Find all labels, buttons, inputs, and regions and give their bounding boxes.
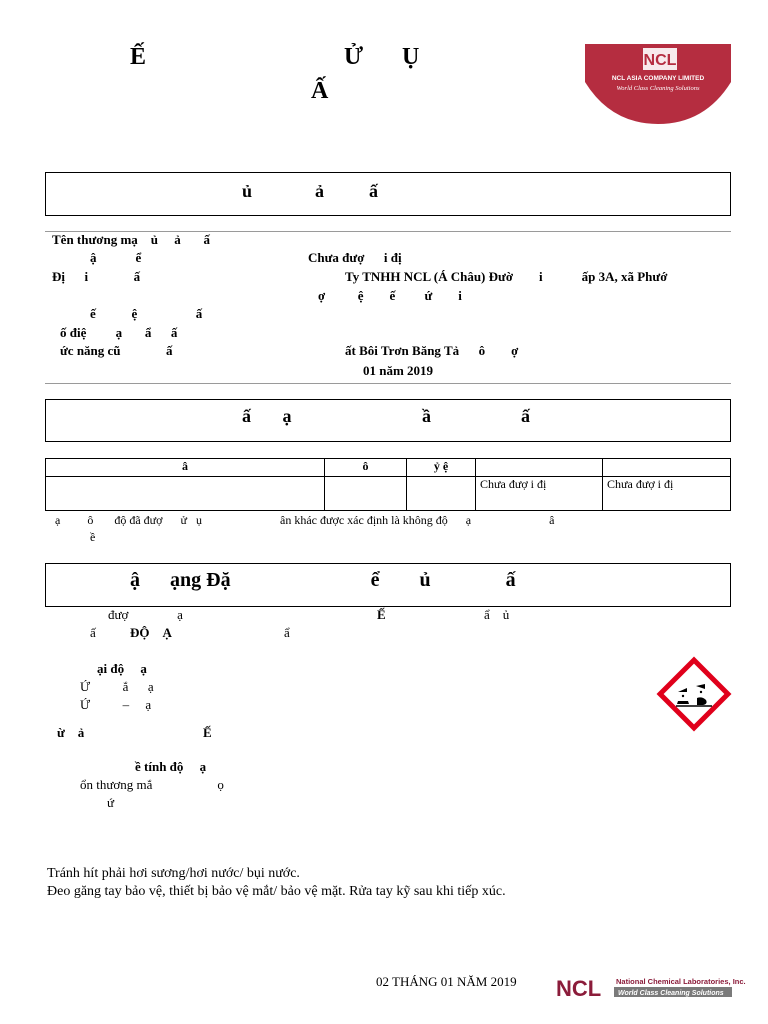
cell-ratio xyxy=(407,477,476,511)
doc-title-part-1: Ế xyxy=(130,44,147,70)
toxicity-item-1: ổn thương mắ ọ xyxy=(80,777,224,792)
precaution-line-1: Tránh hít phải hơi sương/hơi nước/ bụi nước. xyxy=(47,866,300,881)
info-value-address-2: ợ ệ ế ứ i xyxy=(318,288,462,303)
corrosion-pictogram-icon xyxy=(656,656,732,732)
doc-title-line-2: Ấ xyxy=(311,78,329,104)
info-value-code: Chưa đượ i đị xyxy=(308,250,402,265)
hazard-item-2: Ứ – ạ xyxy=(80,697,152,712)
class-line-1a: đượ ạ xyxy=(108,607,183,622)
signal-word-value: Ế xyxy=(203,725,212,740)
hazard-item-1: Ứ ắ ạ xyxy=(80,679,154,694)
section-1-heading: ủ ả ấ xyxy=(242,181,379,201)
logo-tagline-text: World Class Cleaning Solutions xyxy=(616,85,700,92)
ncl-asia-logo xyxy=(585,44,731,124)
ncl-footer-logo xyxy=(556,974,746,1001)
footer-logo-company: National Chemical Laboratories, Inc. xyxy=(616,977,746,986)
info-label-trade-name: Tên thương mạ ủ ả ấ xyxy=(52,232,211,247)
signal-word-label: ừ ả xyxy=(57,725,85,740)
footer-logo-brand: NCL xyxy=(556,976,602,1001)
info-label-code: ậ ể xyxy=(90,250,142,265)
info-value-address: Ty TNHH NCL (Á Châu) Đườ i ấp 3A, xã Phướ xyxy=(345,269,668,284)
logo-brand-text: NCL xyxy=(643,52,677,69)
table-row xyxy=(46,477,731,511)
info-value-date: 01 năm 2019 xyxy=(363,363,434,378)
table-header-row xyxy=(46,459,731,477)
header-col-4 xyxy=(476,459,603,477)
header-ratio: ỷ ệ xyxy=(407,459,476,477)
class-line-2a: ấ xyxy=(90,625,96,640)
logo-company-text: NCL ASIA COMPANY LIMITED xyxy=(611,75,705,82)
divider-mid xyxy=(45,383,731,384)
toxicity-item-2: ứ xyxy=(107,795,115,810)
doc-title-part-3: Ụ xyxy=(402,44,420,70)
section-1-box xyxy=(45,172,731,216)
info-label-contact: ế ệ ấ xyxy=(90,306,203,321)
toxicity-title: ề tính độ ạ xyxy=(135,759,207,774)
precaution-line-2: Đeo găng tay bảo vệ, thiết bị bảo vệ mắt/ bảo vệ mặt. Rửa tay kỹ sau khi tiếp xúc. xyxy=(47,884,506,899)
section-3-heading: ậ ạng Đặ ể ủ ấ xyxy=(130,569,516,591)
header-col-5 xyxy=(603,459,731,477)
section-3-box xyxy=(45,563,731,607)
composition-note-1: ạ ô độ đã đượ ử ụ ân khác được xác định là không độ ạ â xyxy=(55,513,555,527)
class-line-1b: Ế xyxy=(377,607,386,622)
composition-note-2: ề xyxy=(90,530,96,544)
cell-col-5: Chưa đượ i đị xyxy=(603,477,731,511)
info-label-function: ức năng cũ ấ xyxy=(60,343,173,358)
header-name: â xyxy=(46,459,325,477)
info-label-address: Đị i ấ xyxy=(52,269,141,284)
section-2-box xyxy=(45,399,731,442)
section-2-heading: ấ ạ ầ ấ xyxy=(242,406,530,426)
footer-logo-tagline: World Class Cleaning Solutions xyxy=(618,990,724,997)
hazard-title: ại độ ạ xyxy=(97,661,147,676)
footer-date: 02 THÁNG 01 NĂM 2019 xyxy=(376,974,517,989)
class-line-1c: ẩ ủ xyxy=(484,607,510,622)
doc-title-part-2: Ử xyxy=(344,44,364,70)
info-value-function: ất Bôi Trơn Băng Tả ô ợ xyxy=(345,343,519,358)
info-label-phone: ố điệ ạ ẩ ấ xyxy=(60,325,178,340)
cell-name xyxy=(46,477,325,511)
composition-table xyxy=(45,458,731,511)
class-line-2c: ẩ xyxy=(284,625,290,640)
cell-cas xyxy=(325,477,407,511)
cell-col-4: Chưa đượ i đị xyxy=(476,477,603,511)
class-line-2b: ĐỘ Ạ xyxy=(130,625,172,640)
header-cas: ô xyxy=(325,459,407,477)
